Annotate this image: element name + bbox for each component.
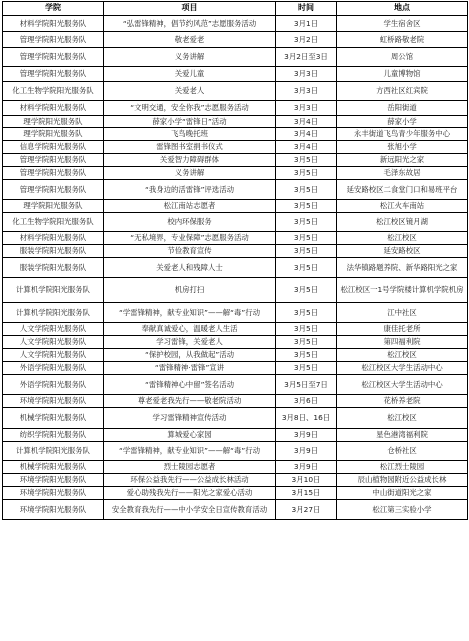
table-row [3,180,468,200]
time-cell: 3月5日 [276,362,337,375]
location-cell: 仓桥社区 [337,442,468,461]
location-cell: 松江校区一1号学院楼计算机学院机房 [337,278,468,303]
schedule-table [2,1,468,520]
time-cell: 3月5日 [276,245,337,258]
college-cell: 环境学院阳光服务队 [3,487,104,500]
project-cell: “学雷锋精神，献专业知识”——解“毒”行动 [104,442,276,461]
table-row [3,278,468,303]
location-cell: 江中社区 [337,303,468,323]
location-cell: 松江校区 [337,408,468,429]
project-cell: 义务讲解 [104,48,276,67]
time-cell: 3月4日 [276,141,337,154]
table-row [3,362,468,375]
table-row [3,500,468,520]
college-cell: 理学院阳光服务队 [3,200,104,213]
project-cell: 敬老爱老 [104,32,276,48]
table-row [3,442,468,461]
project-cell: “我身边的活雷锋”评选活动 [104,180,276,200]
college-cell: 管理学院阳光服务队 [3,67,104,82]
table-row [3,48,468,67]
project-cell: 学习雷锋，关爱老人 [104,336,276,349]
time-cell: 3月6日 [276,395,337,408]
location-cell: 张旭小学 [337,141,468,154]
location-cell: 松江校区镜月湖 [337,213,468,232]
college-cell: 外语学院阳光服务队 [3,375,104,395]
time-cell: 3月5日 [276,167,337,180]
location-cell: 松江校区 [337,232,468,245]
table-row [3,323,468,336]
location-cell: 松江烈士陵园 [337,461,468,474]
location-cell: 松江校区 [337,349,468,362]
table-row [3,16,468,32]
college-cell: 人文学院阳光服务队 [3,349,104,362]
header-time: 时间 [276,2,337,16]
time-cell: 3月2日 [276,32,337,48]
table-row [3,408,468,429]
location-cell: 延安路校区 [337,245,468,258]
time-cell: 3月4日 [276,128,337,141]
table-row [3,32,468,48]
time-cell: 3月5日 [276,258,337,278]
time-cell: 3月5日 [276,180,337,200]
project-cell: 环保公益我先行——公益成长林活动 [104,474,276,487]
college-cell: 环境学院阳光服务队 [3,500,104,520]
schedule-body [3,16,468,520]
project-cell: “保护校园，从我做起”活动 [104,349,276,362]
table-row [3,82,468,101]
college-cell: 计算机学院阳光服务队 [3,442,104,461]
college-cell: 材料学院阳光服务队 [3,232,104,245]
project-cell: “雷锋精神心中留”签名活动 [104,375,276,395]
table-row [3,245,468,258]
project-cell: 关爱儿童 [104,67,276,82]
header-row [3,2,468,16]
location-cell: 星色港湾福利院 [337,429,468,442]
location-cell: 虹桥路敬老院 [337,32,468,48]
table-row [3,213,468,232]
project-cell: 关爱智力障碍群体 [104,154,276,167]
header-location: 地点 [337,2,468,16]
time-cell: 3月8日、16日 [276,408,337,429]
location-cell: 永丰街道飞鸟青少年服务中心 [337,128,468,141]
college-cell: 信息学院阳光服务队 [3,141,104,154]
time-cell: 3月5日至7日 [276,375,337,395]
time-cell: 3月9日 [276,429,337,442]
time-cell: 3月4日 [276,116,337,128]
table-row [3,141,468,154]
location-cell: 毛泽东故居 [337,167,468,180]
college-cell: 化工生物学院阳光服务队 [3,213,104,232]
time-cell: 3月3日 [276,67,337,82]
college-cell: 服装学院阳光服务队 [3,258,104,278]
college-cell: 管理学院阳光服务队 [3,180,104,200]
header-project: 项目 [104,2,276,16]
project-cell: 节俭教育宣传 [104,245,276,258]
college-cell: 计算机学院阳光服务队 [3,303,104,323]
location-cell: 松江校区大学生活动中心 [337,362,468,375]
time-cell: 3月5日 [276,303,337,323]
time-cell: 3月5日 [276,213,337,232]
project-cell: 关爱老人和残障人士 [104,258,276,278]
header-college: 学院 [3,2,104,16]
location-cell: 松江第三实验小学 [337,500,468,520]
project-cell: 飞鸟晚托班 [104,128,276,141]
table-row [3,395,468,408]
college-cell: 材料学院阳光服务队 [3,101,104,116]
project-cell: 机房打扫 [104,278,276,303]
project-cell: 算城爱心家园 [104,429,276,442]
college-cell: 理学院阳光服务队 [3,128,104,141]
location-cell: 第四福利院 [337,336,468,349]
college-cell: 化工生物学院阳光服务队 [3,82,104,101]
project-cell: “雷锋精神·雷锋”宣讲 [104,362,276,375]
project-cell: “学雷锋精神，献专业知识”——解“毒”行动 [104,303,276,323]
table-row [3,461,468,474]
table-row [3,429,468,442]
location-cell: 花桥养老院 [337,395,468,408]
time-cell: 3月10日 [276,474,337,487]
table-row [3,232,468,245]
location-cell: 方西社区红宾院 [337,82,468,101]
college-cell: 环境学院阳光服务队 [3,395,104,408]
project-cell: 校内环保服务 [104,213,276,232]
time-cell: 3月5日 [276,232,337,245]
time-cell: 3月5日 [276,349,337,362]
time-cell: 3月5日 [276,200,337,213]
time-cell: 3月1日 [276,16,337,32]
project-cell: 雷锋图书室捐书仪式 [104,141,276,154]
table-row [3,349,468,362]
college-cell: 纺织学院阳光服务队 [3,429,104,442]
table-row [3,101,468,116]
project-cell: 松江南站志愿者 [104,200,276,213]
table-row [3,336,468,349]
table-row [3,67,468,82]
project-cell: 义务讲解 [104,167,276,180]
table-row [3,487,468,500]
time-cell: 3月27日 [276,500,337,520]
table-row [3,375,468,395]
project-cell: 学习雷锋精神宣传活动 [104,408,276,429]
time-cell: 3月5日 [276,336,337,349]
location-cell: 松江火车南站 [337,200,468,213]
time-cell: 3月5日 [276,278,337,303]
time-cell: 3月5日 [276,154,337,167]
table-row [3,167,468,180]
location-cell: 周公馆 [337,48,468,67]
project-cell: 奉献真诚爱心，温暖老人生活 [104,323,276,336]
table-row [3,154,468,167]
college-cell: 机械学院阳光服务队 [3,408,104,429]
project-cell: “弘雷锋精神，倡节约风范”志愿服务活动 [104,16,276,32]
location-cell: 延安路校区二食堂门口和易班平台 [337,180,468,200]
project-cell: 关爱老人 [104,82,276,101]
college-cell: 管理学院阳光服务队 [3,167,104,180]
project-cell: 烈士陵园志愿者 [104,461,276,474]
location-cell: 法华镇路题养院、新华路阳光之家 [337,258,468,278]
project-cell: 薛家小学“雷锋日”活动 [104,116,276,128]
location-cell: 辰山植物园附近公益成长林 [337,474,468,487]
college-cell: 外语学院阳光服务队 [3,362,104,375]
table-row [3,303,468,323]
college-cell: 环境学院阳光服务队 [3,474,104,487]
table-row [3,474,468,487]
location-cell: 中山街道阳光之家 [337,487,468,500]
table-row [3,200,468,213]
time-cell: 3月3日 [276,101,337,116]
project-cell: 爱心助残我先行——阳光之家爱心活动 [104,487,276,500]
college-cell: 人文学院阳光服务队 [3,336,104,349]
college-cell: 计算机学院阳光服务队 [3,278,104,303]
project-cell: 尊老爱老我先行——敬老院活动 [104,395,276,408]
college-cell: 人文学院阳光服务队 [3,323,104,336]
location-cell: 新远阳光之家 [337,154,468,167]
college-cell: 理学院阳光服务队 [3,116,104,128]
location-cell: 薛家小学 [337,116,468,128]
time-cell: 3月15日 [276,487,337,500]
project-cell: 安全教育我先行——中小学安全日宣传教育活动 [104,500,276,520]
time-cell: 3月9日 [276,461,337,474]
college-cell: 管理学院阳光服务队 [3,48,104,67]
location-cell: 康佳托老所 [337,323,468,336]
location-cell: 儿童博物馆 [337,67,468,82]
location-cell: 学生宿舍区 [337,16,468,32]
project-cell: “文明交通，安全你我”志愿服务活动 [104,101,276,116]
table-row [3,128,468,141]
college-cell: 管理学院阳光服务队 [3,32,104,48]
project-cell: “无私境界，专业保障”志愿服务活动 [104,232,276,245]
table-row [3,258,468,278]
location-cell: 松江校区大学生活动中心 [337,375,468,395]
table-row [3,116,468,128]
volunteer-schedule [2,1,467,639]
location-cell: 岳阳街道 [337,101,468,116]
time-cell: 3月3日 [276,82,337,101]
college-cell: 机械学院阳光服务队 [3,461,104,474]
time-cell: 3月5日 [276,323,337,336]
college-cell: 材料学院阳光服务队 [3,16,104,32]
time-cell: 3月2日至3日 [276,48,337,67]
time-cell: 3月9日 [276,442,337,461]
college-cell: 服装学院阳光服务队 [3,245,104,258]
college-cell: 管理学院阳光服务队 [3,154,104,167]
